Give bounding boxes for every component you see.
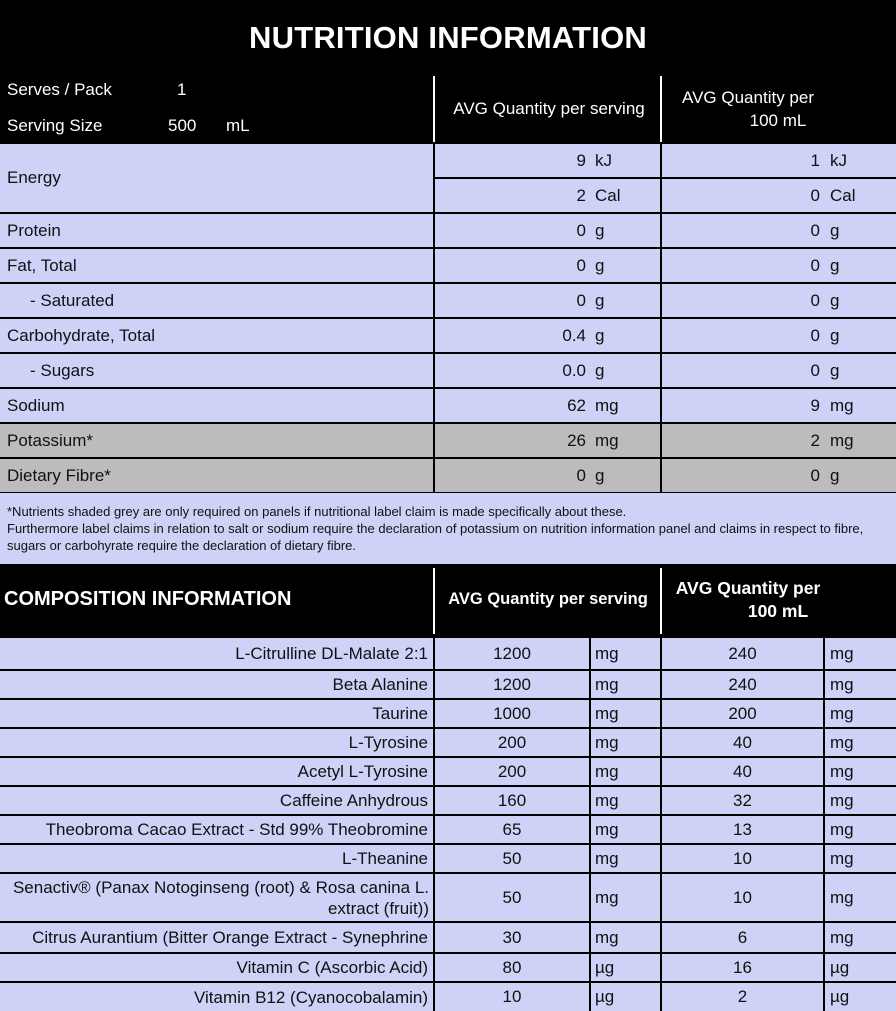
nutrient-per-serving-unit: g — [588, 249, 660, 282]
header-divider — [660, 568, 662, 634]
nutrition-header-per-serving: AVG Quantity per serving — [453, 99, 645, 118]
ingredient-per-100-unit: µg — [825, 954, 896, 981]
nutrient-per-serving-value: 0 — [435, 284, 588, 317]
nutrient-per-100-unit: g — [822, 284, 896, 317]
ingredient-per-serving-value: 1200 — [435, 638, 589, 669]
footnote — [7, 503, 887, 554]
nutrient-per-serving-value: 9 — [435, 144, 588, 177]
ingredient-per-100-value: 13 — [662, 816, 823, 843]
nutrient-per-100-value: 0 — [662, 319, 822, 352]
ingredient-per-serving-unit: µg — [591, 954, 660, 981]
ingredient-per-100-value: 40 — [662, 729, 823, 756]
nutrient-name: Potassium* — [0, 424, 433, 457]
composition-title: COMPOSITION INFORMATION — [4, 588, 292, 610]
ingredient-name: Theobroma Cacao Extract - Std 99% Theobromine — [0, 816, 433, 843]
nutrient-per-serving-unit: g — [588, 284, 660, 317]
nutrient-name: Energy — [0, 144, 433, 212]
nutrient-name: Dietary Fibre* — [0, 459, 433, 492]
nutrient-per-serving-value: 26 — [435, 424, 588, 457]
ingredient-name: Caffeine Anhydrous — [0, 787, 433, 814]
ingredient-per-serving-unit: mg — [591, 638, 660, 669]
ingredient-per-serving-value: 50 — [435, 874, 589, 921]
nutrition-header-per-100-line2: 100 mL — [749, 111, 807, 130]
ingredient-per-100-unit: mg — [825, 923, 896, 952]
ingredient-per-serving-unit: mg — [591, 816, 660, 843]
ingredient-per-serving-value: 30 — [435, 923, 589, 952]
ingredient-per-serving-unit: mg — [591, 787, 660, 814]
ingredient-per-100-value: 32 — [662, 787, 823, 814]
ingredient-name: Vitamin B12 (Cyanocobalamin) — [0, 983, 433, 1011]
nutrient-per-serving-unit: g — [588, 214, 660, 247]
ingredient-per-100-unit: mg — [825, 787, 896, 814]
nutrient-per-100-value: 2 — [662, 424, 822, 457]
ingredient-per-serving-value: 1200 — [435, 671, 589, 698]
nutrient-per-100-value: 0 — [662, 284, 822, 317]
nutrient-per-serving-value: 2 — [435, 179, 588, 212]
ingredient-per-serving-unit: mg — [591, 671, 660, 698]
nutrient-per-100-value: 0 — [662, 249, 822, 282]
nutrient-per-100-unit: g — [822, 459, 896, 492]
ingredient-per-100-unit: mg — [825, 874, 896, 921]
nutrient-per-100-value: 0 — [662, 214, 822, 247]
panel-title: NUTRITION INFORMATION — [249, 20, 647, 55]
ingredient-name: Senactiv® (Panax Notoginseng (root) & Rosa canina L. extract (fruit)) — [0, 874, 433, 921]
nutrient-per-100-value: 9 — [662, 389, 822, 422]
nutrient-per-100-value: 1 — [662, 144, 822, 177]
ingredient-per-100-unit: mg — [825, 816, 896, 843]
ingredient-per-100-value: 16 — [662, 954, 823, 981]
ingredient-per-serving-value: 200 — [435, 729, 589, 756]
composition-header-per-100-line2: 100 mL — [747, 601, 809, 621]
nutrient-per-100-unit: kJ — [822, 144, 896, 177]
nutrient-per-serving-unit: g — [588, 459, 660, 492]
nutrient-per-serving-unit: mg — [588, 389, 660, 422]
header-divider — [433, 568, 435, 634]
ingredient-per-100-value: 240 — [662, 638, 823, 669]
ingredient-per-100-unit: µg — [825, 983, 896, 1011]
nutrient-name: Sodium — [0, 389, 433, 422]
ingredient-per-serving-value: 160 — [435, 787, 589, 814]
ingredient-per-100-value: 200 — [662, 700, 823, 727]
nutrient-per-serving-unit: mg — [588, 424, 660, 457]
ingredient-per-serving-value: 50 — [435, 845, 589, 872]
nutrient-per-serving-value: 0 — [435, 214, 588, 247]
serving-size-label: Serving Size — [7, 116, 103, 135]
ingredient-per-serving-value: 80 — [435, 954, 589, 981]
nutrient-per-100-value: 0 — [662, 459, 822, 492]
nutrient-per-100-unit: Cal — [822, 179, 896, 212]
nutrient-per-100-value: 0 — [662, 179, 822, 212]
serving-size-unit: mL — [226, 116, 250, 135]
footnote-line-1: *Nutrients shaded grey are only required on panels if nutritional label claim is made specifically about these. — [7, 504, 627, 519]
serves-value: 1 — [177, 80, 187, 99]
ingredient-per-serving-value: 200 — [435, 758, 589, 785]
ingredient-per-serving-unit: mg — [591, 845, 660, 872]
ingredient-per-100-unit: mg — [825, 845, 896, 872]
nutrient-per-serving-unit: Cal — [588, 179, 660, 212]
nutrient-per-100-unit: g — [822, 319, 896, 352]
nutrient-per-serving-unit: g — [588, 354, 660, 387]
ingredient-per-100-unit: mg — [825, 700, 896, 727]
ingredient-name: Vitamin C (Ascorbic Acid) — [0, 954, 433, 981]
ingredient-per-serving-unit: mg — [591, 700, 660, 727]
nutrient-per-100-unit: g — [822, 354, 896, 387]
ingredient-name: L-Tyrosine — [0, 729, 433, 756]
nutrient-per-100-unit: mg — [822, 389, 896, 422]
ingredient-name: L-Citrulline DL-Malate 2:1 — [0, 638, 433, 669]
ingredient-per-serving-unit: mg — [591, 874, 660, 921]
nutrient-per-serving-value: 0.0 — [435, 354, 588, 387]
ingredient-per-serving-unit: mg — [591, 923, 660, 952]
nutrient-name: - Saturated — [0, 284, 433, 317]
nutrient-per-100-unit: mg — [822, 424, 896, 457]
ingredient-per-serving-value: 65 — [435, 816, 589, 843]
nutrient-per-100-value: 0 — [662, 354, 822, 387]
ingredient-per-serving-value: 10 — [435, 983, 589, 1011]
ingredient-name: Taurine — [0, 700, 433, 727]
ingredient-per-100-unit: mg — [825, 638, 896, 669]
ingredient-per-100-value: 2 — [662, 983, 823, 1011]
header-divider — [660, 76, 662, 142]
ingredient-name: Acetyl L-Tyrosine — [0, 758, 433, 785]
nutrient-name: - Sugars — [0, 354, 433, 387]
ingredient-per-100-unit: mg — [825, 671, 896, 698]
nutrient-name: Carbohydrate, Total — [0, 319, 433, 352]
nutrient-name: Fat, Total — [0, 249, 433, 282]
footnote-line-2: Furthermore label claims in relation to salt or sodium require the declaration of potassium on nutrition information panel and claims in respect to fibre, sugars or carbohyrate require the declaration of dietary fibre. — [7, 521, 864, 553]
serves-label: Serves / Pack — [7, 80, 112, 99]
composition-header-per-100-line1: AVG Quantity per — [675, 578, 821, 598]
ingredient-per-100-unit: mg — [825, 758, 896, 785]
ingredient-name: Citrus Aurantium (Bitter Orange Extract - Synephrine — [0, 923, 433, 952]
ingredient-per-serving-value: 1000 — [435, 700, 589, 727]
ingredient-name: Beta Alanine — [0, 671, 433, 698]
composition-header-per-serving: AVG Quantity per serving — [448, 590, 648, 608]
nutrient-per-serving-value: 0 — [435, 459, 588, 492]
header-divider — [433, 76, 435, 142]
ingredient-per-100-unit: mg — [825, 729, 896, 756]
nutrient-name: Protein — [0, 214, 433, 247]
nutrition-header-per-100-line1: AVG Quantity per — [682, 88, 814, 107]
nutrient-per-serving-value: 62 — [435, 389, 588, 422]
ingredient-per-serving-unit: mg — [591, 729, 660, 756]
nutrient-per-serving-unit: g — [588, 319, 660, 352]
ingredient-per-100-value: 40 — [662, 758, 823, 785]
ingredient-per-100-value: 240 — [662, 671, 823, 698]
ingredient-per-serving-unit: mg — [591, 758, 660, 785]
nutrient-per-serving-value: 0.4 — [435, 319, 588, 352]
nutrient-per-100-unit: g — [822, 214, 896, 247]
ingredient-per-serving-unit: µg — [591, 983, 660, 1011]
ingredient-per-100-value: 10 — [662, 845, 823, 872]
ingredient-name: L-Theanine — [0, 845, 433, 872]
nutrient-per-serving-unit: kJ — [588, 144, 660, 177]
nutrient-per-100-unit: g — [822, 249, 896, 282]
ingredient-per-100-value: 6 — [662, 923, 823, 952]
ingredient-per-100-value: 10 — [662, 874, 823, 921]
serving-size-value: 500 — [168, 116, 197, 135]
nutrient-per-serving-value: 0 — [435, 249, 588, 282]
